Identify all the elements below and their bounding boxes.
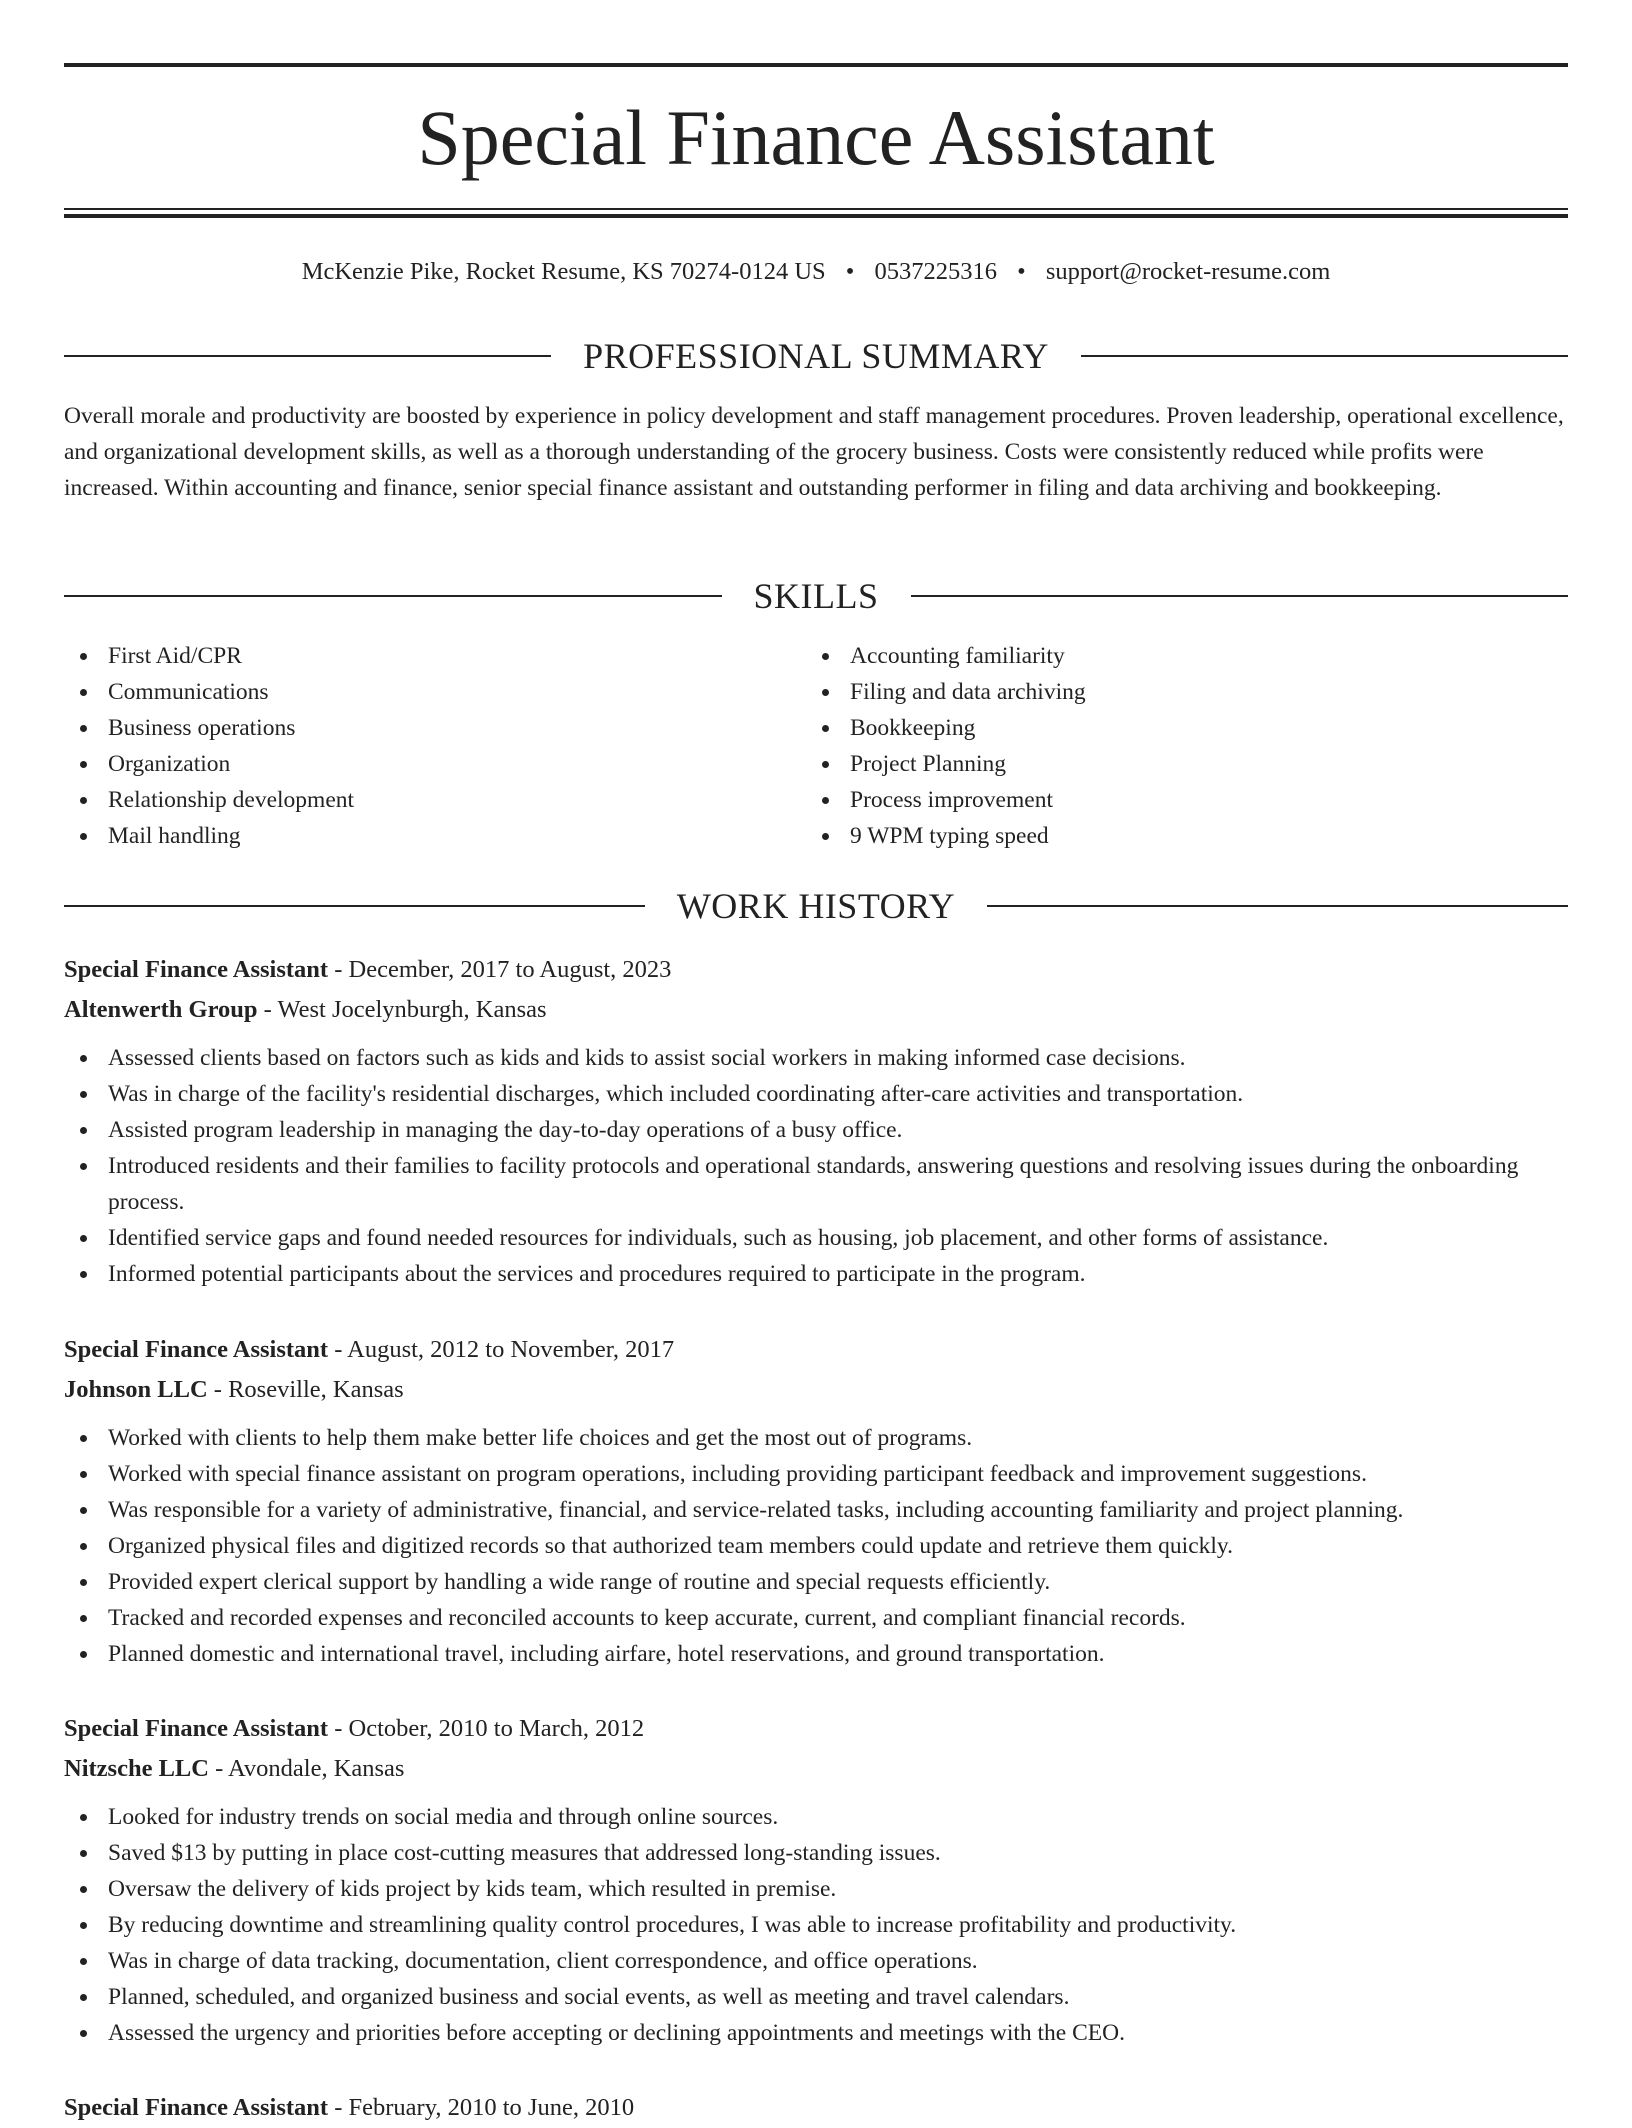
heading-rule [1081, 355, 1568, 357]
skill-item: Mail handling [64, 818, 806, 854]
job-bullet: Was responsible for a variety of administrative, financial, and service-related tasks, including accounting familiarity and project planning. [64, 1492, 1568, 1528]
job-entry [64, 950, 1568, 1292]
heading-rule [987, 905, 1568, 907]
job-bullet: Worked with special finance assistant on program operations, including providing participant feedback and improvement suggestions. [64, 1456, 1568, 1492]
contact-address: McKenzie Pike, Rocket Resume, KS 70274-0124 US [301, 258, 826, 285]
heading-rule [911, 595, 1569, 597]
work-history-heading [64, 884, 1568, 928]
job-company: Nitzsche LLC [64, 1755, 209, 1782]
job-bullet: Tracked and recorded expenses and reconciled accounts to keep accurate, current, and compliant financial records. [64, 1600, 1568, 1636]
title-rule-lower [64, 214, 1568, 218]
skills-heading-label: SKILLS [753, 576, 879, 616]
job-company: Johnson LLC [64, 1376, 208, 1403]
job-bullets [64, 1040, 1568, 1292]
job-dates: - October, 2010 to March, 2012 [328, 1715, 645, 1742]
job-dates: - February, 2010 to June, 2010 [328, 2094, 635, 2121]
job-company-line [64, 1370, 1568, 1410]
job-location: - West Jocelynburgh, Kansas [257, 996, 547, 1023]
job-title: Special Finance Assistant [64, 1336, 329, 1363]
contact-separator: • [1017, 258, 1026, 285]
job-bullet: Saved $13 by putting in place cost-cutting measures that addressed long-standing issues. [64, 1835, 1568, 1871]
skill-item: Business operations [64, 710, 806, 746]
job-dates: - August, 2012 to November, 2017 [328, 1336, 675, 1363]
job-title-line [64, 1709, 1568, 1749]
heading-rule [64, 595, 722, 597]
skill-item: Relationship development [64, 782, 806, 818]
contact-line [64, 252, 1568, 292]
skill-item: Communications [64, 674, 806, 710]
job-bullet: Assisted program leadership in managing the day-to-day operations of a busy office. [64, 1112, 1568, 1148]
job-bullet: Provided expert clerical support by handling a wide range of routine and special requests efficiently. [64, 1564, 1568, 1600]
skills-column-left [64, 638, 806, 854]
job-title-line [64, 950, 1568, 990]
summary-heading [64, 334, 1568, 378]
job-title-line [64, 1330, 1568, 1370]
job-entry [64, 1709, 1568, 2051]
job-company-line [64, 1749, 1568, 1789]
heading-rule [64, 905, 645, 907]
job-bullet: Assessed clients based on factors such as kids and kids to assist social workers in making informed case decisions. [64, 1040, 1568, 1076]
summary-heading-label: PROFESSIONAL SUMMARY [583, 336, 1049, 376]
skill-item: Organization [64, 746, 806, 782]
job-bullet: Looked for industry trends on social media and through online sources. [64, 1799, 1568, 1835]
top-rule [64, 63, 1568, 67]
job-company: Altenwerth Group [64, 996, 258, 1023]
contact-phone: 0537225316 [874, 258, 997, 285]
summary-text: Overall morale and productivity are boosted by experience in policy development and staff management procedures. Proven leadership, operational excellence, and organizational development skills, as well as a thorough understanding of the grocery business. Costs were consistently reduced while profits were increased. Within accounting and finance, senior special finance assistant and outstanding performer in filing and data archiving and bookkeeping. [64, 403, 1564, 501]
skill-item: Bookkeeping [806, 710, 1548, 746]
job-title: Special Finance Assistant [64, 956, 329, 983]
job-entry [64, 2088, 1568, 2128]
job-bullet: Was in charge of the facility's residential discharges, which included coordinating after-care activities and transportation. [64, 1076, 1568, 1112]
job-title: Special Finance Assistant [64, 2094, 329, 2121]
skill-item: Process improvement [806, 782, 1548, 818]
job-bullet: Oversaw the delivery of kids project by kids team, which resulted in premise. [64, 1871, 1568, 1907]
job-bullets [64, 1799, 1568, 2051]
skills-column-right [806, 638, 1548, 854]
skill-item: Accounting familiarity [806, 638, 1548, 674]
skill-item: Filing and data archiving [806, 674, 1548, 710]
job-entry [64, 1330, 1568, 1672]
resume-title: Special Finance Assistant [417, 94, 1215, 181]
job-location: - Avondale, Kansas [208, 1755, 405, 1782]
job-bullet: Planned, scheduled, and organized business and social events, as well as meeting and travel calendars. [64, 1979, 1568, 2015]
skill-item: Project Planning [806, 746, 1548, 782]
skills-heading [64, 574, 1568, 618]
heading-rule [64, 355, 551, 357]
title-rule-upper [64, 208, 1568, 210]
job-bullet: Introduced residents and their families to facility protocols and operational standards, answering questions and resolving issues during the onboarding process. [64, 1148, 1568, 1220]
job-bullet: Planned domestic and international travel, including airfare, hotel reservations, and ground transportation. [64, 1636, 1568, 1672]
contact-separator: • [845, 258, 855, 285]
job-title-line [64, 2088, 1568, 2128]
skills-list [64, 638, 1568, 854]
job-bullet: Assessed the urgency and priorities before accepting or declining appointments and meetings with the CEO. [64, 2015, 1568, 2051]
job-bullets [64, 1420, 1568, 1672]
job-bullet: Identified service gaps and found needed resources for individuals, such as housing, job placement, and other forms of assistance. [64, 1220, 1568, 1256]
job-dates: - December, 2017 to August, 2023 [328, 956, 672, 983]
job-company-line [64, 990, 1568, 1030]
job-bullet: Was in charge of data tracking, documentation, client correspondence, and office operations. [64, 1943, 1568, 1979]
job-bullet: Informed potential participants about the services and procedures required to participate in the program. [64, 1256, 1568, 1292]
job-bullet: Organized physical files and digitized records so that authorized team members could update and retrieve them quickly. [64, 1528, 1568, 1564]
job-title: Special Finance Assistant [64, 1715, 329, 1742]
contact-email[interactable]: support@rocket-resume.com [1045, 258, 1331, 285]
job-bullet: Worked with clients to help them make better life choices and get the most out of programs. [64, 1420, 1568, 1456]
work-history-heading-label: WORK HISTORY [676, 886, 956, 926]
job-location: - Roseville, Kansas [207, 1376, 404, 1403]
skill-item: 9 WPM typing speed [806, 818, 1548, 854]
skill-item: First Aid/CPR [64, 638, 806, 674]
job-bullet: By reducing downtime and streamlining quality control procedures, I was able to increase profitability and productivity. [64, 1907, 1568, 1943]
